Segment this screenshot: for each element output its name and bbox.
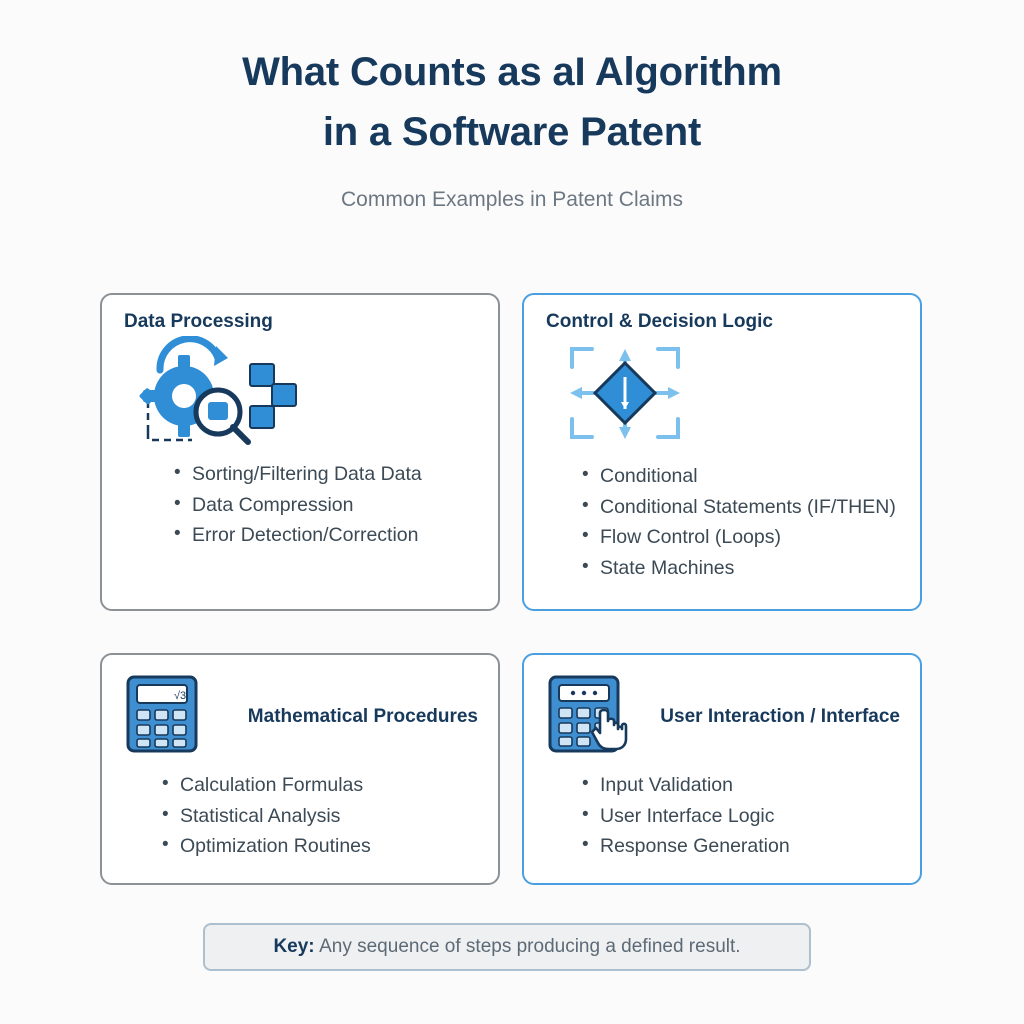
list-item: • Sorting/Filtering Data Data [166, 461, 478, 489]
list-control-decision-logic [574, 463, 900, 583]
card-grid [100, 293, 922, 885]
list-item: • Response Generation [574, 833, 900, 861]
list-item: • User Interface Logic [574, 803, 900, 831]
list-item: • Error Detection/Correction [166, 522, 478, 550]
list-item: • Optimization Routines [154, 833, 478, 861]
card-title-user-interaction-interface: User Interaction / Interface [660, 705, 900, 727]
list-item: • Data Compression [166, 492, 478, 520]
list-item: • Conditional [574, 463, 900, 491]
card-title-mathematical-procedures: Mathematical Procedures [247, 705, 478, 727]
header [0, 0, 1024, 212]
page-title-line-1: What Counts as aI Algorithm [242, 50, 782, 94]
card-header-user-interaction-interface [546, 671, 900, 762]
key-label: Key: [273, 936, 315, 957]
svg-text:√3: √3 [174, 690, 187, 702]
gear-magnifier-boxes-icon [132, 333, 478, 453]
list-item: • Input Validation [574, 772, 900, 800]
page-title-line-2: in a Software Patent [322, 110, 702, 154]
list-user-interaction-interface [574, 772, 900, 861]
card-user-interaction-interface [522, 653, 922, 885]
calculator-icon [124, 671, 200, 762]
key-banner [203, 923, 811, 971]
card-control-decision-logic [522, 293, 922, 611]
card-data-processing [100, 293, 500, 611]
calculator-hand-pointer-icon [546, 671, 638, 762]
card-title-data-processing: Data Processing [124, 311, 273, 332]
card-header-mathematical-procedures [124, 671, 478, 762]
list-item: • Conditional Statements (IF/THEN) [574, 494, 900, 522]
list-data-processing [166, 461, 478, 550]
page-title [0, 42, 1024, 162]
page-subtitle: Common Examples in Patent Claims [341, 188, 683, 211]
list-item: • Statistical Analysis [154, 803, 478, 831]
list-item: • State Machines [574, 555, 900, 583]
card-mathematical-procedures [100, 653, 500, 885]
key-text: Any sequence of steps producing a defined result. [319, 936, 741, 957]
list-item: • Calculation Formulas [154, 772, 478, 800]
card-title-control-decision-logic: Control & Decision Logic [546, 311, 773, 332]
list-item: • Flow Control (Loops) [574, 524, 900, 552]
list-mathematical-procedures [154, 772, 478, 861]
decision-diamond-flow-icon [560, 333, 900, 453]
